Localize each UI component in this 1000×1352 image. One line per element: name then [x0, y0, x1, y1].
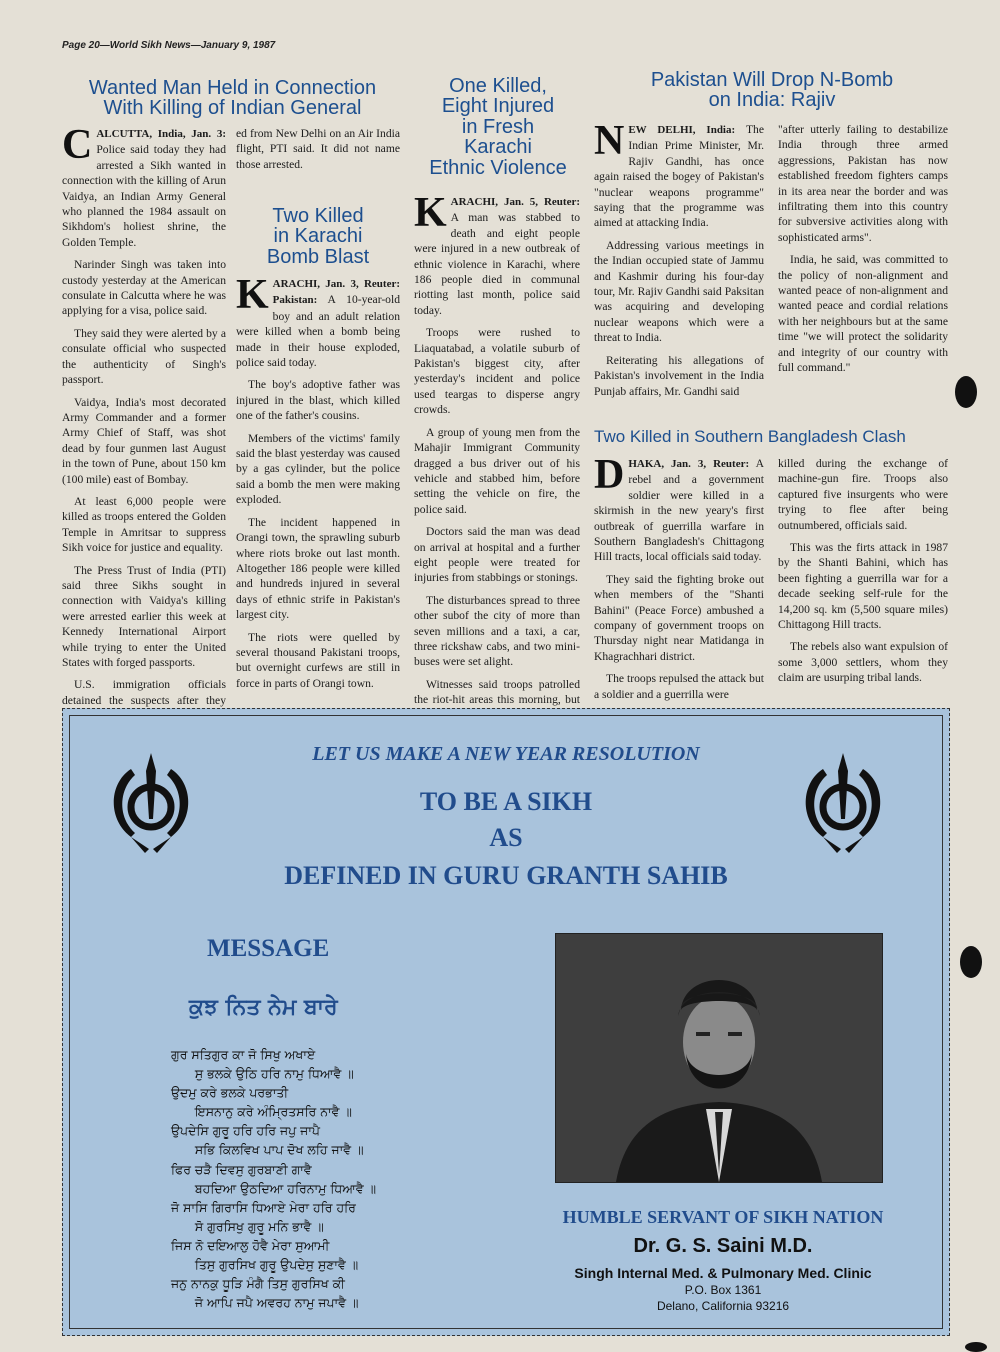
verse-line: ਇਸਨਾਨੁ ਕਰੇ ਅੰਮ੍ਰਿਤਸਰਿ ਨਾਵੈ ॥	[171, 1104, 352, 1120]
paragraph: At least 6,000 people were killed as troops entered the Golden Temple in Amritsar to suppress Sikh voice for justice and equality.	[62, 494, 226, 555]
headline-line: Karachi	[464, 136, 532, 159]
paragraph: ed from New Delhi on an Air India flight, PTI said. It did not name those arrested.	[236, 127, 400, 171]
article1-column2	[236, 126, 400, 179]
paragraph: This was the firts attack in 1987 by the Shanti Bahini, which has been fighting a guerrilla war for a decade seeking self-rule for the 14,200 sq. km (5,500 square miles) Chittagong Hill tracts.	[778, 541, 948, 632]
paragraph: The riots were quelled by several thousand Pakistani troops, but overnight curfews are still in force in parts of Orangi town.	[236, 630, 400, 690]
dateline: ARACHI, Jan. 5, Reuter:	[450, 196, 580, 208]
headline-two-killed-karachi	[236, 206, 400, 267]
headline-line: Ethnic Violence	[429, 156, 567, 179]
portrait-photo	[555, 933, 883, 1183]
verse-line: ਜਿਸ ਨੋ ਦਇਆਲੁ ਹੋਵੈ ਮੇਰਾ ਸੁਆਮੀ	[171, 1237, 330, 1253]
gurbani-verse	[171, 1045, 376, 1312]
verse-line: ਉਪਦੇਸਿ ਗੁਰੂ ਹਰਿ ਹਰਿ ਜਪੁ ਜਾਪੈ	[171, 1123, 320, 1139]
advertisement-box	[62, 708, 950, 1336]
dropcap: C	[62, 122, 93, 168]
paragraph: The troops repulsed the attack but a soldier and a guerrilla were	[594, 672, 764, 701]
paragraph: A group of young men from the Mahajir Immigrant Community dragged a bus driver out of his vehicle and stabbed him, before setting the vehicle on fire, the police said.	[414, 425, 580, 516]
headline-line: Eight Injured	[441, 95, 555, 118]
paragraph: Vaidya, India's most decorated Army Commander and a former Army Chief of Staff, was shot dead by four gunmen last August in the town of Pune, about 150 km (100 mile) east of Bombay.	[62, 395, 226, 486]
ad-gurmukhi-title: ਕੁਝ ਨਿਤ ਨੇਮ ਬਾਰੇ	[189, 995, 338, 1020]
headline-line: Wanted Man Held in Connection	[88, 77, 377, 99]
headline-line: Pakistan Will Drop N-Bomb	[650, 69, 894, 91]
paragraph: A rebel and a government soldier were killed in a skirmish in the new yeary's first outbreak of guerrilla warfare in Southern Bangladesh's Chittagong Hill tracts, local officials said today.	[594, 457, 764, 564]
headline-wanted-man	[60, 78, 405, 119]
paragraph: A man was stabbed to death and eight people were injured in a new outbreak of ethnic violence in Karachi, where 186 people died in communal riotting last month, police said today.	[414, 211, 580, 317]
paragraph: The disturbances spread to three other subof the city of more than seven millions and a taxi, a car, three rickshaw cabs, and two mini-buses were set alight.	[414, 593, 580, 669]
paragraph: U.S. immigration officials detained the suspects after they	[62, 678, 226, 707]
paragraph: The Press Trust of India (PTI) said three Sikhs sought in connection with Vaidya's killing were arrested earlier this week at Kennedy International Airport while trying to enter the United States with forged passports.	[62, 563, 226, 669]
paragraph: Addressing various meetings in the Indian occupied state of Jammu and Kashmir during his four-day tour, Mr. Rajiv Gandhi said Paksitan was acquiring and developing nuclear weapons which were a threat to India.	[594, 238, 764, 345]
headline-line: With Killing of Indian General	[103, 97, 362, 120]
paragraph: Doctors said the man was dead on arrival at hospital and a further eight people were treated for injuries from stabbings or stonings.	[414, 525, 580, 585]
verse-line: ਤਿਸੁ ਗੁਰਸਿਖ ਗੁਰੂ ਉਪਦੇਸੁ ਸੁਣਾਵੈ ॥	[171, 1257, 359, 1273]
dropcap: N	[594, 118, 625, 164]
binder-hole	[965, 1342, 987, 1352]
headline-line: One Killed,	[449, 75, 547, 97]
paragraph: The rebels also want expulsion of some 3,000 settlers, whom they claim are usurping tribal lands.	[778, 640, 948, 685]
article5-column1	[594, 452, 764, 709]
headline-bangladesh-clash: Two Killed in Southern Bangladesh Clash	[594, 427, 906, 446]
dateline: ALCUTTA, India, Jan. 3:	[96, 128, 226, 140]
paragraph: "after utterly failing to destabilize India through three armed aggressions, Pakistan has now established freedom fighters camps in its area near the border and was infiltrating them into this country for subversive activities along with sophisticated arms".	[778, 123, 948, 244]
dateline: ARACHI, Jan. 3, Reuter: Pakistan:	[272, 278, 400, 307]
verse-line: ਸਭਿ ਕਿਲਵਿਖ ਪਾਪ ਦੋਖ ਲਹਿ ਜਾਵੈ ॥	[171, 1142, 364, 1158]
paragraph: The incident happened in Orangi town, the sprawling suburb where riots broke out last month. Altogether 186 people were killed and hundreds injured in several days of ethnic strife in Pakistan's largest city.	[236, 515, 400, 622]
paragraph: Witnesses said troops patrolled the riot-hit areas this morning, but	[414, 677, 580, 707]
headline-line: in Fresh	[461, 115, 535, 138]
binder-hole	[955, 376, 977, 408]
headline-pakistan-n-bomb	[594, 70, 950, 111]
dateline: EW DELHI, India:	[628, 124, 736, 136]
paragraph: They said the fighting broke out when members of the "Shanti Bahini" (Peace Force) ambushed a company of government troops on Thursday night near Matidanga in Khagrachhari district.	[594, 572, 764, 663]
verse-line: ਸੋ ਗੁਰਸਿਖੁ ਗੁਰੂ ਮਨਿ ਭਾਵੈ ॥	[171, 1218, 324, 1234]
verse-line: ਜੋ ਆਪਿ ਜਪੈ ਅਵਰਹ ਨਾਮੁ ਜਪਾਵੈ ॥	[171, 1295, 359, 1311]
article4-column1	[594, 118, 764, 406]
dropcap: K	[236, 272, 269, 318]
paragraph: Police said today they had arrested a Sikh wanted in connection with the killing of Arun Vaidya, an Indian Army General who planned the 1984 assault on Sikhdom's holiest shrine, the Golden Temple.	[62, 143, 226, 249]
paragraph: Members of the victims' family said the blast yesterday was caused by a gas cylinder, but the police said a bomb the men were making exploded.	[236, 431, 400, 507]
paragraph: India, he said, was committed to the policy of non-alignment and wanted peace of non-alignment and wanted peace and cordial relations with her neighbours but at the same time "we will protect the solidarity and integrity of our country with full command."	[778, 253, 948, 375]
clinic-name: Singh Internal Med. & Pulmonary Med. Clinic	[574, 1265, 872, 1281]
article1-column1	[62, 122, 226, 731]
headline-line: on India: Rajiv	[708, 89, 836, 112]
ad-headline-line: TO BE A SIKH	[419, 787, 593, 816]
folio: Page 20—World Sikh News—January 9, 1987	[62, 40, 276, 51]
ad-caption: HUMBLE SERVANT OF SIKH NATION	[562, 1207, 884, 1227]
verse-line: ਸੁ ਭਲਕੇ ਉਠਿ ਹਰਿ ਨਾਮੁ ਧਿਆਵੈ ॥	[171, 1066, 354, 1082]
headline-line: Two Killed	[272, 205, 364, 227]
ad-resolution-line: LET US MAKE A NEW YEAR RESOLUTION	[312, 743, 700, 765]
doctor-name: Dr. G. S. Saini M.D.	[633, 1235, 813, 1257]
ad-headline-line: DEFINED IN GURU GRANTH SAHIB	[284, 861, 728, 890]
headline-one-killed	[412, 76, 584, 178]
po-box: P.O. Box 1361	[684, 1283, 762, 1297]
verse-line: ਜੋ ਸਾਸਿ ਗਿਰਾਸਿ ਧਿਆਏ ਮੇਰਾ ਹਰਿ ਹਰਿ	[171, 1199, 356, 1215]
ad-message-heading: MESSAGE	[207, 935, 330, 962]
verse-line: ਫਿਰ ਚੜੈ ਦਿਵਸੁ ਗੁਰਬਾਣੀ ਗਾਵੈ	[171, 1161, 312, 1177]
paragraph: A 10-year-old boy and an adult relation were killed when a bomb being made in their house exploded, police said today.	[236, 293, 401, 370]
city-address: Delano, California 93216	[656, 1299, 790, 1313]
verse-line: ਗੁਰ ਸਤਿਗੁਰ ਕਾ ਜੋ ਸਿਖੁ ਅਖਾਏ	[171, 1047, 316, 1062]
paragraph: Troops were rushed to Liaquatabad, a volatile suburb of Pakistan's biggest city, after yesterday's incident and police used teargas to disperse angry crowds.	[414, 326, 580, 417]
paragraph: killed during the exchange of machine-gun fire. Troops also captured five insurgents who were trying to flee after being outnumbered, officials said.	[778, 457, 948, 532]
verse-line: ਬਹਦਿਆ ਉਠਦਿਆ ਹਰਿਨਾਮੁ ਧਿਆਵੈ ॥	[171, 1180, 377, 1196]
portrait-figure	[556, 934, 882, 1182]
paragraph: Reiterating his allegations of Pakistan's involvement in the India Punjab affairs, Mr. Gandhi said	[594, 353, 764, 398]
verse-line: ਜਨੁ ਨਾਨਕੁ ਧੂੜਿ ਮੰਗੈ ਤਿਸੁ ਗੁਰਸਿਖ ਕੀ	[171, 1276, 345, 1292]
paragraph: The Indian Prime Minister, Mr. Rajiv Gandhi, has once again raised the bogey of Pakistan's "nuclear weapons programme" saying that the programme was aimed at attacking India.	[594, 123, 764, 230]
article3-column	[414, 190, 580, 730]
verse-line: ਉਦਮੁ ਕਰੇ ਭਲਕੇ ਪਰਭਾਤੀ	[171, 1085, 289, 1101]
dropcap: K	[414, 190, 447, 236]
paragraph: Narinder Singh was taken into custody yesterday at the American consulate in Calcutta where he was applying for a visa, police said.	[62, 258, 226, 318]
dropcap: D	[594, 452, 625, 498]
dateline: HAKA, Jan. 3, Reuter:	[628, 458, 750, 470]
article2-column	[236, 272, 401, 698]
article5-column2	[778, 456, 948, 693]
ad-headline-line: AS	[489, 823, 523, 852]
headline-line: in Karachi	[273, 225, 363, 248]
paragraph: They said they were alerted by a consulate official who suspected the authenticity of Singh's passport.	[62, 326, 226, 387]
paragraph: The boy's adoptive father was injured in the blast, which killed one of the father's cousins.	[236, 378, 400, 423]
binder-hole	[960, 946, 982, 978]
article4-column2	[778, 122, 948, 383]
headline-line: Bomb Blast	[266, 245, 370, 268]
